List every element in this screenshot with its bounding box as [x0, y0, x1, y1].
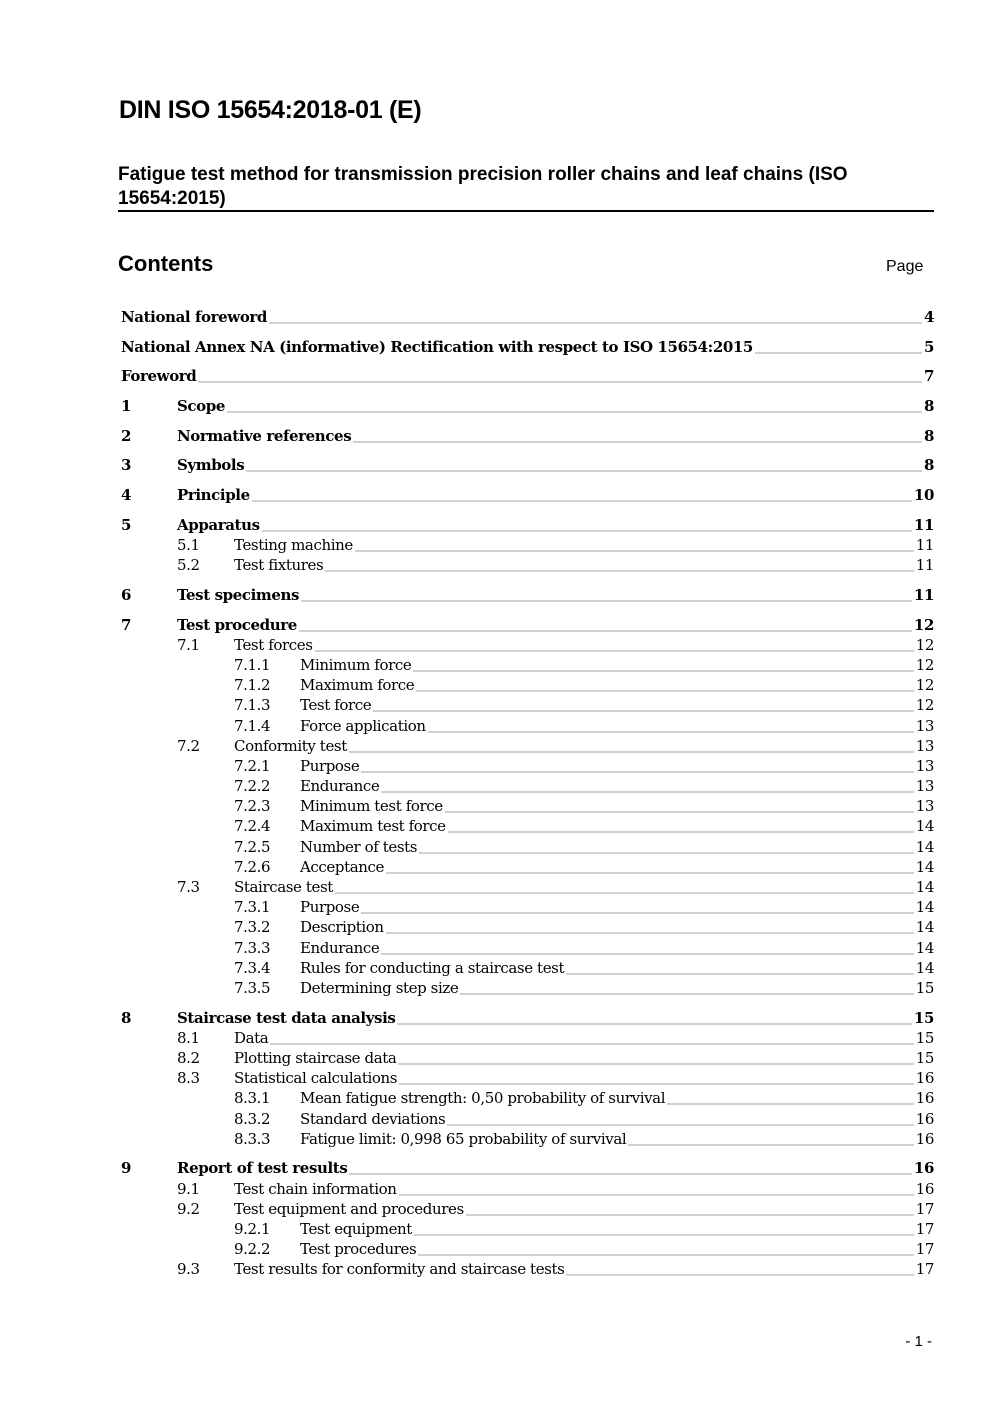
toc-entry-title: Standard deviations [300, 1109, 446, 1128]
toc-entry-line [177, 1158, 934, 1178]
toc-entry-number: 7.1.3 [234, 696, 271, 715]
toc-entry-title: Force application [300, 716, 426, 735]
toc-entry-page: 16 [915, 1089, 934, 1108]
toc-entry[interactable] [121, 816, 934, 836]
toc-entry-title: Test chain information [234, 1179, 397, 1198]
toc-entry[interactable] [121, 1109, 934, 1129]
toc-entry-page: 15 [915, 1028, 934, 1047]
toc-entry-title: Determining step size [300, 978, 459, 997]
toc-entry[interactable] [121, 877, 934, 897]
toc-entry-title: Plotting staircase data [234, 1049, 397, 1067]
toc-entry-line [300, 837, 934, 857]
toc-entry[interactable] [121, 1129, 934, 1149]
toc-entry[interactable] [121, 615, 934, 635]
toc-entry-line [300, 978, 934, 998]
dot-leader [460, 978, 913, 998]
toc-entry-number: 9.2.1 [234, 1220, 271, 1238]
toc-entry-page: 8 [923, 426, 934, 445]
dot-leader [301, 585, 912, 605]
toc-entry-page: 11 [913, 515, 934, 534]
toc-entry-number: 7.3 [177, 878, 200, 896]
toc-entry[interactable] [121, 1008, 934, 1028]
dot-leader [299, 615, 912, 635]
toc-entry-page: 17 [915, 1199, 934, 1218]
toc-entry-page: 11 [915, 536, 934, 554]
toc-entry-number: 6 [121, 585, 132, 604]
dot-leader [246, 455, 922, 475]
toc-entry-number: 7.2 [177, 736, 200, 755]
toc-entry-line [177, 585, 934, 605]
toc-entry-number: 9.1 [177, 1179, 200, 1198]
toc-entry-number: 7.2.1 [234, 756, 271, 775]
toc-entry-page: 5 [923, 337, 934, 356]
toc-entry-page: 4 [923, 308, 934, 326]
toc-entry-number: 7.2.5 [234, 837, 271, 856]
dot-leader [466, 1199, 914, 1219]
toc-entry-number: 9.2.2 [234, 1240, 271, 1259]
toc-entry-page: 13 [915, 736, 934, 755]
toc-entry-title: Normative references [177, 426, 352, 445]
toc-entry-title: Test procedure [177, 615, 297, 634]
dot-leader [413, 655, 913, 675]
toc-entry-page: 12 [915, 635, 934, 654]
toc-entry-page: 14 [915, 918, 934, 937]
toc-entry-page: 7 [923, 367, 934, 386]
toc-entry[interactable] [121, 515, 934, 535]
toc-entry-number: 1 [121, 397, 132, 416]
toc-entry-title: Test force [300, 696, 372, 715]
toc-entry-title: Symbols [177, 456, 245, 475]
toc-entry-page: 14 [915, 958, 934, 977]
toc-entry-title: Purpose [300, 756, 360, 775]
dot-leader [398, 1048, 913, 1068]
toc-entry[interactable] [121, 857, 934, 877]
toc-entry-page: 15 [915, 978, 934, 997]
toc-entry-title: Principle [177, 486, 250, 505]
dot-leader [667, 1088, 914, 1108]
toc-entry-line [177, 455, 934, 475]
toc-entry-line [177, 615, 934, 635]
dot-leader [628, 1129, 913, 1149]
toc-entry-number: 7.1.4 [234, 716, 271, 735]
toc-entry-line [300, 857, 934, 877]
toc-entry-line [177, 426, 934, 446]
toc-entry-page: 11 [915, 556, 934, 575]
toc-entry-page: 8 [923, 397, 934, 416]
toc-entry-title: Purpose [300, 898, 360, 917]
dot-leader [355, 535, 914, 555]
toc-entry-line [300, 1239, 934, 1259]
toc-entry-page: 14 [915, 878, 934, 896]
toc-entry-number: 9.3 [177, 1260, 200, 1279]
document-subtitle: Fatigue test method for transmission precision roller chains and leaf chains (ISO 15654:2015) [118, 164, 848, 209]
toc-entry[interactable] [121, 337, 934, 357]
toc-entry-page: 13 [915, 756, 934, 775]
toc-entry-number: 5.2 [177, 556, 200, 575]
dot-leader [381, 776, 913, 796]
dot-leader [269, 307, 922, 327]
toc-entry-title: Acceptance [300, 857, 385, 876]
toc-entry[interactable] [121, 796, 934, 816]
toc-entry[interactable] [121, 396, 934, 416]
page-column-label: Page [886, 258, 924, 275]
toc-entry-title: Report of test results [177, 1159, 348, 1178]
toc-entry-title: National Annex NA (informative) Rectification with respect to ISO 15654:2015 [121, 337, 753, 356]
toc-entry-title: Number of tests [300, 837, 418, 856]
toc-entry[interactable] [121, 675, 934, 695]
toc-entry[interactable] [121, 1179, 934, 1199]
dot-leader [418, 1239, 913, 1259]
toc-entry[interactable] [121, 837, 934, 857]
toc-entry-page: 16 [915, 1069, 934, 1088]
toc-entry[interactable] [121, 485, 934, 505]
toc-entry[interactable] [121, 938, 934, 958]
toc-entry-title: Conformity test [234, 736, 347, 755]
toc-entry[interactable] [121, 455, 934, 475]
toc-entry[interactable] [121, 426, 934, 446]
toc-entry-line [234, 1259, 934, 1279]
toc-entry-line [121, 337, 934, 357]
toc-entry-number: 7.3.5 [234, 978, 271, 997]
toc-entry[interactable] [121, 635, 934, 655]
toc-entry-page: 14 [915, 837, 934, 856]
dot-leader [386, 917, 914, 937]
toc-entry-page: 15 [915, 1049, 934, 1067]
toc-entry[interactable] [121, 897, 934, 917]
toc-entry-page: 17 [915, 1240, 934, 1259]
toc-entry-title: Test forces [234, 635, 313, 654]
toc-entry-line [300, 756, 934, 776]
toc-entry-page: 14 [915, 817, 934, 836]
toc-entry[interactable] [121, 756, 934, 776]
toc-entry-line [234, 877, 934, 897]
toc-entry[interactable] [121, 1259, 934, 1279]
toc-entry-title: Minimum test force [300, 797, 443, 816]
table-of-contents [121, 307, 934, 1280]
dot-leader [349, 1158, 912, 1178]
toc-entry-title: Mean fatigue strength: 0,50 probability of survival [300, 1089, 666, 1108]
toc-entry-title: Testing machine [234, 536, 353, 554]
toc-entry-line [121, 307, 934, 327]
toc-entry-line [234, 1048, 934, 1068]
dot-leader [447, 1109, 913, 1129]
dot-leader [373, 695, 913, 715]
toc-entry-number: 4 [121, 486, 132, 505]
toc-entry-page: 14 [915, 857, 934, 876]
toc-entry-number: 7.2.3 [234, 797, 271, 816]
toc-entry-number: 5.1 [177, 536, 200, 554]
toc-entry-number: 7.1 [177, 635, 200, 654]
toc-entry-number: 7.1.2 [234, 676, 271, 695]
toc-entry[interactable] [121, 1199, 934, 1219]
toc-entry[interactable] [121, 776, 934, 796]
toc-entry[interactable] [121, 1048, 934, 1068]
toc-entry-number: 8.1 [177, 1028, 200, 1047]
toc-entry-page: 16 [915, 1109, 934, 1128]
toc-entry-line [234, 1199, 934, 1219]
toc-entry-page: 16 [913, 1159, 934, 1178]
toc-entry-line [234, 1028, 934, 1048]
toc-entry-line [234, 736, 934, 756]
toc-entry-title: Rules for conducting a staircase test [300, 958, 565, 977]
toc-entry-line [234, 1179, 934, 1199]
toc-entry-title: Data [234, 1028, 269, 1047]
toc-entry-line [234, 535, 934, 555]
toc-entry[interactable] [121, 585, 934, 605]
toc-entry[interactable] [121, 366, 934, 386]
toc-entry-page: 15 [913, 1008, 934, 1027]
toc-entry[interactable] [121, 695, 934, 715]
toc-entry-page: 11 [913, 585, 934, 604]
dot-leader [227, 396, 922, 416]
toc-entry-line [177, 396, 934, 416]
dot-leader [399, 1179, 914, 1199]
toc-entry-line [300, 917, 934, 937]
toc-entry-page: 10 [913, 486, 934, 505]
toc-entry-title: Test results for conformity and staircase tests [234, 1260, 565, 1279]
dot-leader [416, 675, 913, 695]
toc-entry[interactable] [121, 1239, 934, 1259]
toc-entry-page: 14 [915, 938, 934, 957]
toc-entry-number: 8.3.3 [234, 1129, 271, 1148]
toc-entry-line [300, 716, 934, 736]
dot-leader [448, 816, 914, 836]
dot-leader [755, 337, 922, 357]
toc-entry-title: Endurance [300, 938, 380, 957]
toc-entry-line [177, 515, 934, 535]
toc-entry[interactable] [121, 978, 934, 998]
toc-entry-line [234, 635, 934, 655]
toc-entry-number: 8.2 [177, 1049, 200, 1067]
toc-entry-page: 13 [915, 797, 934, 816]
toc-entry-line [300, 958, 934, 978]
toc-entry-title: Maximum force [300, 676, 415, 695]
toc-entry-number: 8.3 [177, 1069, 200, 1088]
toc-entry-line [300, 675, 934, 695]
toc-entry-number: 7.1.1 [234, 655, 271, 674]
toc-entry-page: 12 [915, 696, 934, 715]
toc-entry-page: 14 [915, 898, 934, 917]
toc-entry-number: 5 [121, 515, 132, 534]
toc-entry-number: 7.2.2 [234, 777, 271, 796]
toc-entry-line [121, 366, 934, 386]
toc-entry-number: 2 [121, 426, 132, 445]
toc-entry-page: 12 [913, 615, 934, 634]
toc-entry-line [234, 555, 934, 575]
dot-leader [353, 426, 922, 446]
toc-entry[interactable] [121, 535, 934, 555]
toc-entry-number: 7 [121, 615, 132, 634]
page-number: - 1 - [905, 1333, 932, 1350]
toc-entry-title: Description [300, 918, 384, 937]
toc-entry-title: Minimum force [300, 655, 412, 674]
toc-entry-line [300, 1109, 934, 1129]
toc-entry-page: 17 [915, 1260, 934, 1279]
toc-entry-title: Foreword [121, 367, 197, 386]
toc-entry-page: 12 [915, 655, 934, 674]
toc-entry-title: Maximum test force [300, 817, 446, 836]
dot-leader [397, 1008, 911, 1028]
dot-leader [262, 515, 912, 535]
dot-leader [198, 366, 922, 386]
toc-entry-line [300, 938, 934, 958]
toc-entry-line [234, 1068, 934, 1088]
toc-entry-page: 13 [915, 777, 934, 796]
dot-leader [419, 837, 914, 857]
toc-entry-number: 8.3.1 [234, 1089, 271, 1108]
dot-leader [566, 958, 914, 978]
toc-entry-title: Test specimens [177, 585, 300, 604]
dot-leader [381, 938, 913, 958]
contents-heading: Contents [118, 251, 214, 276]
toc-entry-number: 7.3.3 [234, 938, 271, 957]
toc-entry-page: 17 [915, 1220, 934, 1238]
toc-entry-page: 16 [915, 1179, 934, 1198]
toc-entry[interactable] [121, 555, 934, 575]
toc-entry[interactable] [121, 1028, 934, 1048]
toc-entry[interactable] [121, 716, 934, 736]
dot-leader [349, 736, 914, 756]
toc-entry-title: Test equipment [300, 1220, 412, 1238]
dot-leader [315, 635, 914, 655]
toc-entry-title: National foreword [121, 308, 268, 326]
toc-entry-line [300, 655, 934, 675]
toc-entry-line [177, 1008, 934, 1028]
toc-entry-number: 9.2 [177, 1199, 200, 1218]
toc-entry-title: Statistical calculations [234, 1069, 398, 1088]
toc-entry-number: 7.3.4 [234, 958, 271, 977]
toc-entry-line [300, 695, 934, 715]
toc-entry-line [300, 1219, 934, 1239]
toc-entry[interactable] [121, 655, 934, 675]
toc-entry-line [177, 485, 934, 505]
toc-entry-line [300, 1129, 934, 1149]
toc-entry-number: 8 [121, 1008, 132, 1027]
toc-entry-title: Scope [177, 397, 226, 416]
title-rule [118, 210, 934, 212]
toc-entry-line [300, 816, 934, 836]
toc-entry[interactable] [121, 917, 934, 937]
toc-entry[interactable] [121, 307, 934, 327]
toc-entry-title: Staircase test [234, 878, 333, 896]
dot-leader [361, 897, 913, 917]
toc-entry-line [300, 776, 934, 796]
toc-entry[interactable] [121, 1158, 934, 1178]
toc-entry[interactable] [121, 1088, 934, 1108]
dot-leader [566, 1259, 913, 1279]
toc-entry-line [300, 1088, 934, 1108]
toc-entry-number: 7.3.2 [234, 918, 271, 937]
toc-entry-line [300, 897, 934, 917]
toc-entry-title: Apparatus [177, 515, 260, 534]
toc-entry-number: 9 [121, 1159, 132, 1178]
document-title: DIN ISO 15654:2018-01 (E) [119, 96, 422, 124]
dot-leader [445, 796, 914, 816]
toc-entry-title: Test procedures [300, 1240, 417, 1259]
dot-leader [361, 756, 913, 776]
toc-entry[interactable] [121, 1068, 934, 1088]
dot-leader [399, 1068, 914, 1088]
dot-leader [270, 1028, 913, 1048]
toc-entry-page: 12 [915, 676, 934, 695]
dot-leader [428, 716, 914, 736]
toc-entry[interactable] [121, 1219, 934, 1239]
toc-entry-title: Staircase test data analysis [177, 1008, 396, 1027]
toc-entry-page: 8 [923, 456, 934, 475]
toc-entry-title: Test equipment and procedures [234, 1199, 464, 1218]
toc-entry-title: Test fixtures [234, 556, 324, 575]
toc-entry-page: 16 [915, 1129, 934, 1148]
toc-entry[interactable] [121, 736, 934, 756]
toc-entry-number: 7.2.4 [234, 817, 271, 836]
toc-entry[interactable] [121, 958, 934, 978]
dot-leader [386, 857, 914, 877]
toc-entry-line [300, 796, 934, 816]
dot-leader [414, 1219, 914, 1239]
toc-entry-number: 7.3.1 [234, 898, 271, 917]
toc-entry-number: 3 [121, 456, 132, 475]
toc-entry-number: 7.2.6 [234, 857, 271, 876]
toc-entry-number: 8.3.2 [234, 1109, 271, 1128]
dot-leader [335, 877, 914, 897]
toc-entry-page: 13 [915, 716, 934, 735]
dot-leader [252, 485, 912, 505]
toc-entry-title: Fatigue limit: 0,998 65 probability of survival [300, 1129, 627, 1148]
toc-entry-title: Endurance [300, 777, 380, 796]
dot-leader [325, 555, 913, 575]
